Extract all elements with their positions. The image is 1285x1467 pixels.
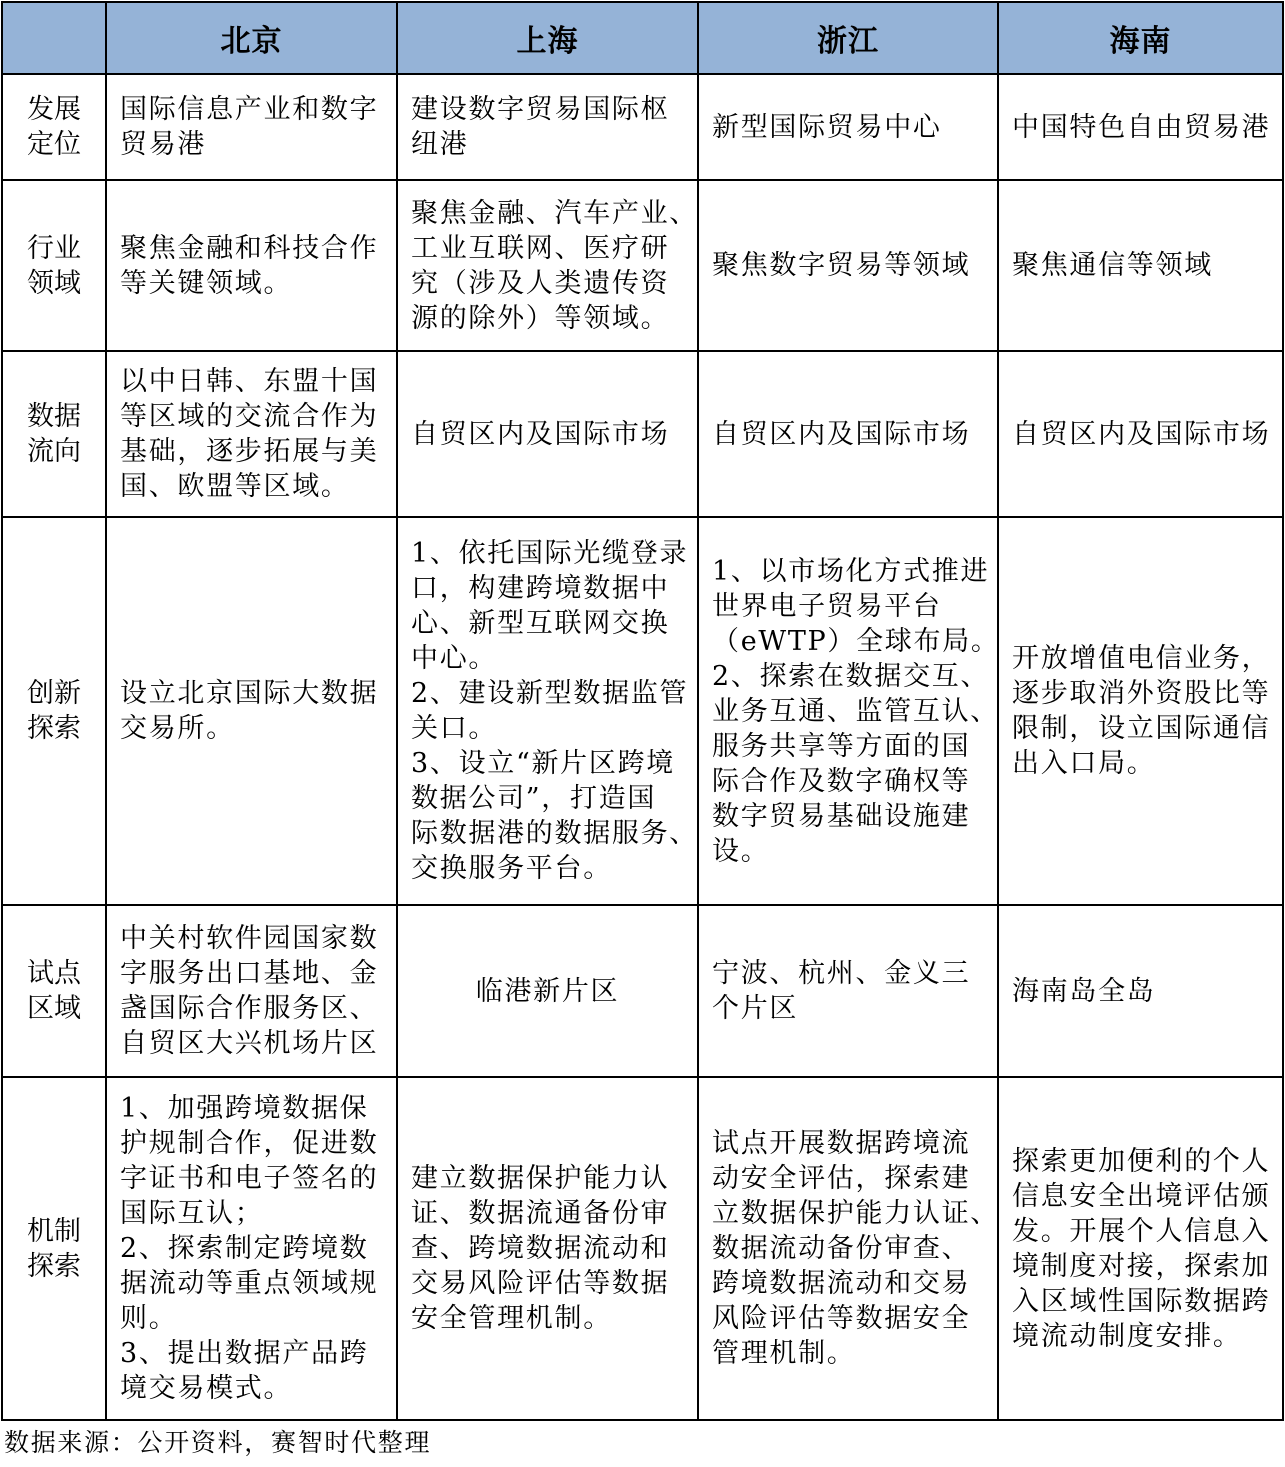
- row-industry-sectors: [2, 180, 1283, 351]
- cell-zhejiang: 聚焦数字贸易等领域: [698, 180, 998, 351]
- row-label: 行业领域: [27, 232, 81, 299]
- cell-hainan: 聚焦通信等领域: [998, 180, 1283, 351]
- cell-shanghai: 自贸区内及国际市场: [397, 351, 698, 517]
- row-label: 数据流向: [27, 401, 81, 467]
- cell-shanghai: 临港新片区: [397, 905, 698, 1077]
- cell-beijing: 以中日韩、东盟十国 等区域的交流合作为 基础，逐步拓展与美 国、欧盟等区域。: [106, 351, 397, 517]
- cell-beijing: 设立北京国际大数据 交易所。: [106, 517, 397, 905]
- row-data-flow: [2, 351, 1283, 517]
- cell-hainan: 海南岛全岛: [998, 905, 1283, 1077]
- cell-zhejiang: 试点开展数据跨境流 动安全评估，探索建 立数据保护能力认证、 数据流动备份审查、 跨境数据流动和交易 风险评估等数据安全 管理机制。: [698, 1077, 998, 1420]
- row-pilot-area: [2, 905, 1283, 1077]
- column-header-hainan: 海南: [998, 2, 1283, 74]
- header-corner-cell: [2, 2, 106, 74]
- row-label-cell: [2, 1077, 106, 1420]
- cell-beijing: 国际信息产业和数字 贸易港: [106, 74, 397, 180]
- row-label: 机制探索: [27, 1215, 81, 1282]
- cell-shanghai: 聚焦金融、汽车产业、 工业互联网、医疗研 究（涉及人类遗传资 源的除外）等领域。: [397, 180, 698, 351]
- cell-hainan: 探索更加便利的个人 信息安全出境评估颁 发。开展个人信息入 境制度对接，探索加 入区域性国际数据跨 境流动制度安排。: [998, 1077, 1283, 1420]
- comparison-table: [1, 1, 1284, 1421]
- cell-shanghai: 建立数据保护能力认 证、数据流通备份审 查、跨境数据流动和 交易风险评估等数据 安全管理机制。: [397, 1077, 698, 1420]
- cell-zhejiang: 自贸区内及国际市场: [698, 351, 998, 517]
- row-label-cell: [2, 517, 106, 905]
- header-row: [2, 2, 1283, 74]
- row-label-cell: [2, 180, 106, 351]
- cell-zhejiang: 1、以市场化方式推进 世界电子贸易平台 （eWTP）全球布局。 2、探索在数据交互、 业务互通、监管互认、 服务共享等方面的国 际合作及数字确权等 数字贸易基础设施建 设。: [698, 517, 998, 905]
- cell-zhejiang: 新型国际贸易中心: [698, 74, 998, 180]
- cell-beijing: 中关村软件园国家数 字服务出口基地、金 盏国际合作服务区、 自贸区大兴机场片区: [106, 905, 397, 1077]
- row-label-cell: [2, 351, 106, 517]
- cell-shanghai: 1、依托国际光缆登录 口，构建跨境数据中 心、新型互联网交换 中心。 2、建设新型数据监管 关口。 3、设立“新片区跨境 数据公司”，打造国 际数据港的数据服务、 交换服务平台。: [397, 517, 698, 905]
- row-label: 发展定位: [27, 94, 81, 160]
- row-label-cell: [2, 74, 106, 180]
- row-development-positioning: [2, 74, 1283, 180]
- column-header-shanghai: 上海: [397, 2, 698, 74]
- row-label-cell: [2, 905, 106, 1077]
- row-label: 试点区域: [27, 958, 81, 1024]
- column-header-beijing: 北京: [106, 2, 397, 74]
- row-mechanism-exploration: [2, 1077, 1283, 1420]
- cell-hainan: 开放增值电信业务， 逐步取消外资股比等 限制，设立国际通信 出入口局。: [998, 517, 1283, 905]
- cell-beijing: 1、加强跨境数据保 护规制合作，促进数 字证书和电子签名的 国际互认； 2、探索制定跨境数 据流动等重点领域规 则。 3、提出数据产品跨 境交易模式。: [106, 1077, 397, 1420]
- cell-hainan: 中国特色自由贸易港: [998, 74, 1283, 180]
- row-label: 创新探索: [27, 678, 81, 744]
- row-innovation-exploration: [2, 517, 1283, 905]
- cell-beijing: 聚焦金融和科技合作 等关键领域。: [106, 180, 397, 351]
- source-note: 数据来源：公开资料，赛智时代整理: [4, 1428, 432, 1457]
- cell-hainan: 自贸区内及国际市场: [998, 351, 1283, 517]
- cell-shanghai: 建设数字贸易国际枢 纽港: [397, 74, 698, 180]
- cell-zhejiang: 宁波、杭州、金义三 个片区: [698, 905, 998, 1077]
- column-header-zhejiang: 浙江: [698, 2, 998, 74]
